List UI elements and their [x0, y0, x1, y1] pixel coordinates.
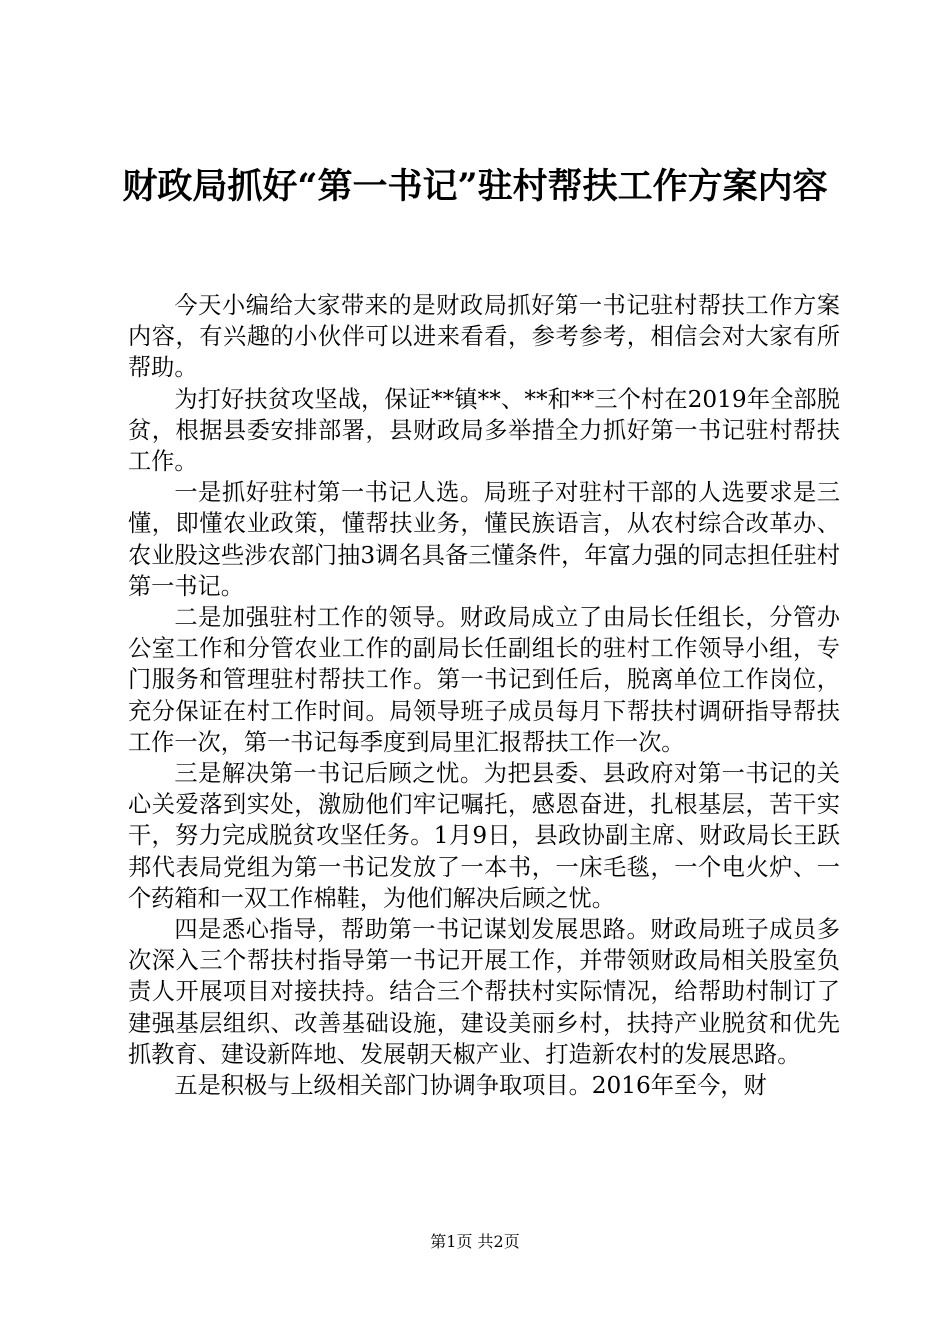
paragraph-point-two: 二是加强驻村工作的领导。财政局成立了由局长任组长，分管办公室工作和分管农业工作的副局长任副组长的驻村工作领导小组，专门服务和管理驻村帮扶工作。第一书记到任后，脱离单位工作岗位，充分保证在村工作时间。局领导班子成员每月下帮扶村调研指导帮扶工作一次，第一书记每季度到局里汇报帮扶工作一次。 [128, 604, 840, 756]
paragraph-background: 为打好扶贫攻坚战，保证**镇**、**和**三个村在2019年全部脱贫，根据县委安排部署，县财政局多举措全力抓好第一书记驻村帮扶工作。 [128, 385, 840, 476]
document-body [128, 290, 840, 1101]
paragraph-point-one: 一是抓好驻村第一书记人选。局班子对驻村干部的人选要求是三懂，即懂农业政策，懂帮扶业务，懂民族语言，从农村综合改革办、农业股这些涉农部门抽3调名具备三懂条件，年富力强的同志担任驻村第一书记。 [128, 479, 840, 600]
page-number-footer: 第1页 共2页 [430, 1232, 520, 1251]
paragraph-point-four: 四是悉心指导，帮助第一书记谋划发展思路。财政局班子成员多次深入三个帮扶村指导第一书记开展工作，并带领财政局相关股室负责人开展项目对接扶持。结合三个帮扶村实际情况，给帮助村制订了建强基层组织、改善基础设施，建设美丽乡村，扶持产业脱贫和优先抓教育、建设新阵地、发展朝天椒产业、打造新农村的发展思路。 [128, 916, 840, 1068]
paragraph-point-five: 五是积极与上级相关部门协调争取项目。2016年至今，财 [174, 1072, 767, 1100]
document-title: 财政局抓好“第一书记”驻村帮扶工作方案内容 [122, 166, 828, 207]
paragraph-point-three: 三是解决第一书记后顾之忧。为把县委、县政府对第一书记的关心关爱落到实处，激励他们牢记嘱托，感恩奋进，扎根基层，苦干实干，努力完成脱贫攻坚任务。1月9日，县政协副主席、财政局长王跃邦代表局党组为第一书记发放了一本书，一床毛毯，一个电火炉、一个药箱和一双工作棉鞋，为他们解决后顾之忧。 [128, 760, 840, 912]
paragraph-intro: 今天小编给大家带来的是财政局抓好第一书记驻村帮扶工作方案内容，有兴趣的小伙伴可以进来看看，参考参考，相信会对大家有所帮助。 [128, 292, 840, 382]
